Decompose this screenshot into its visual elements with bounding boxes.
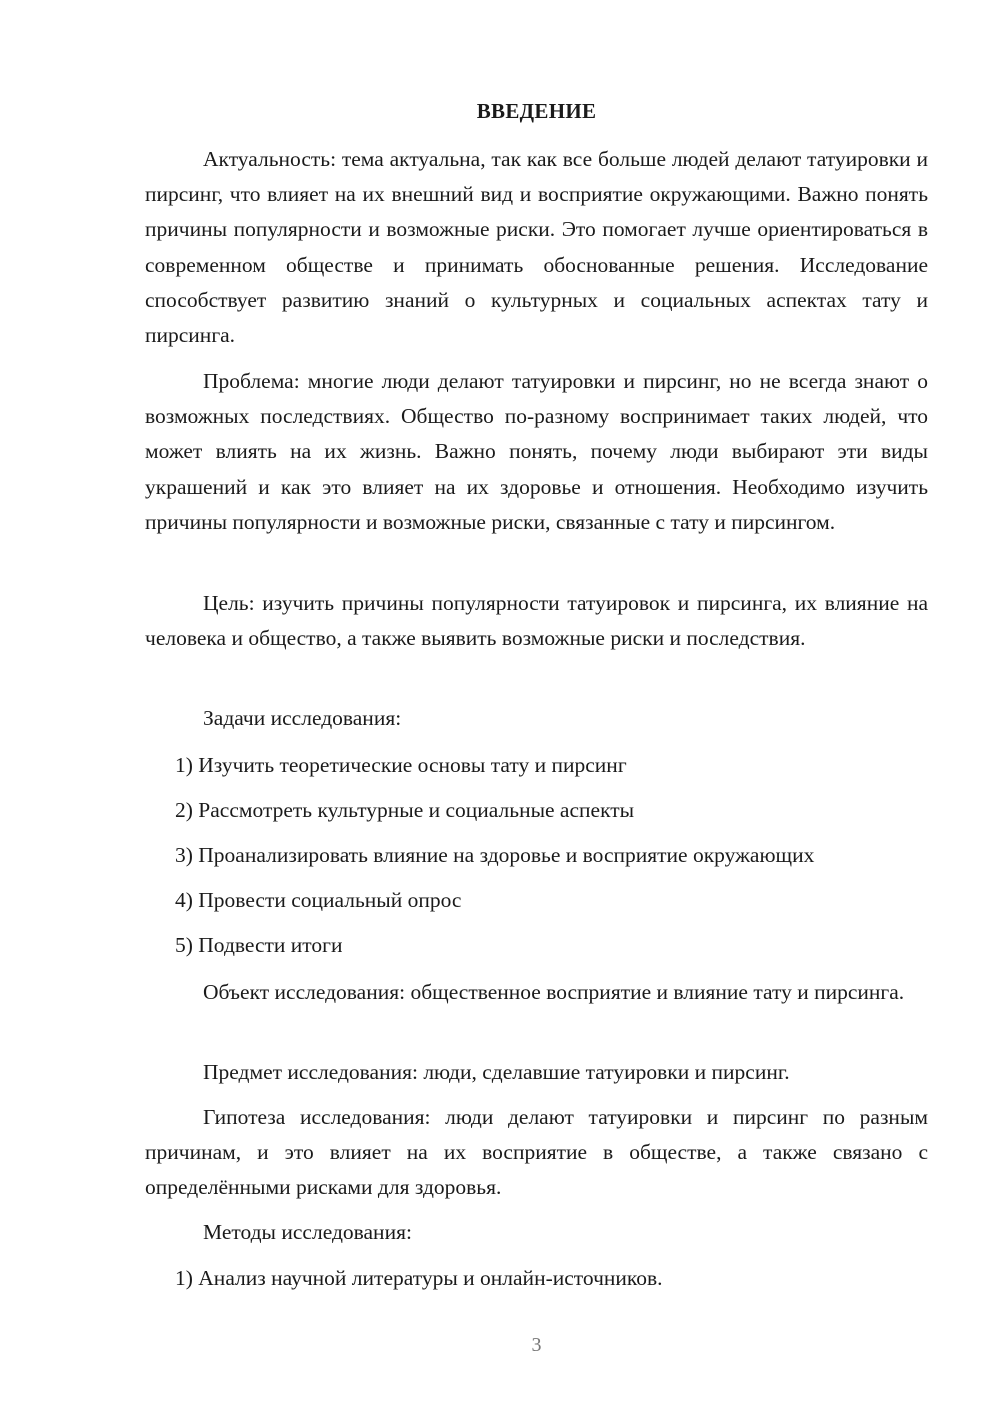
page-number: 3 bbox=[531, 1334, 542, 1356]
tasks-heading: Задачи исследования: bbox=[203, 706, 402, 730]
subject-paragraph: Предмет исследования: люди, сделавшие татуировки и пирсинг. bbox=[203, 1060, 790, 1084]
task-item: 1) Изучить теоретические основы тату и пирсинг bbox=[175, 753, 627, 777]
document-page bbox=[145, 0, 928, 1414]
object-paragraph: Объект исследования: общественное восприятие и влияние тату и пирсинга. bbox=[203, 980, 905, 1004]
task-item: 3) Проанализировать влияние на здоровье и восприятие окружающих bbox=[175, 843, 815, 867]
methods-heading: Методы исследования: bbox=[203, 1220, 412, 1244]
relevance-paragraph: Актуальность: тема актуальна, так как все больше людей делают татуировки и пирсинг, что влияет на их внешний вид и восприятие окружающими. Важно понять причины популярности и возможные риски. Это помогает лучше ориентироваться в современном обществе и принимать обоснованные решения. Исследование способствует развитию знаний о культурных и социальных аспектах тату и пирсинга. bbox=[145, 147, 928, 348]
task-item: 2) Рассмотреть культурные и социальные аспекты bbox=[175, 798, 635, 822]
method-item: 1) Анализ научной литературы и онлайн-источников. bbox=[175, 1266, 663, 1290]
goal-paragraph: Цель: изучить причины популярности татуировок и пирсинга, их влияние на человека и общество, а также выявить возможные риски и последствия. bbox=[145, 591, 928, 651]
problem-paragraph: Проблема: многие люди делают татуировки и пирсинг, но не всегда знают о возможных последствиях. Общество по-разному воспринимает таких людей, что может влиять на их жизнь. Важно понять, почему люди выбирают эти виды украшений и как это влияет на их здоровье и отношения. Необходимо изучить причины популярности и возможные риски, связанные с тату и пирсингом. bbox=[145, 369, 928, 534]
task-item: 4) Провести социальный опрос bbox=[175, 888, 462, 912]
task-item: 5) Подвести итоги bbox=[175, 933, 343, 957]
hypothesis-paragraph: Гипотеза исследования: люди делают татуировки и пирсинг по разным причинам, и это влияет на их восприятие в обществе, а также связано с определёнными рисками для здоровья. bbox=[145, 1105, 928, 1200]
page-title: ВВЕДЕНИЕ bbox=[476, 99, 597, 123]
